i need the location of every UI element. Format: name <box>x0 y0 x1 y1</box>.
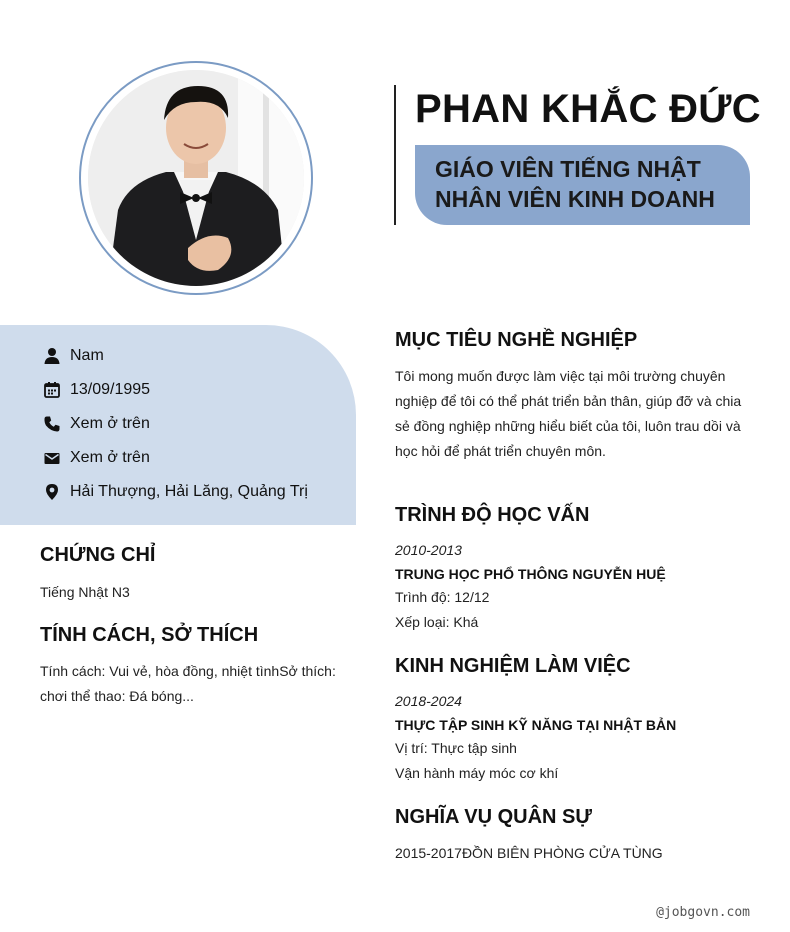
experience-task: Vận hành máy móc cơ khí <box>395 765 559 781</box>
calendar-icon <box>43 381 61 399</box>
contact-phone: Xem ở trên <box>43 412 150 436</box>
experience-period: 2018-2024 <box>395 693 462 709</box>
certificate-item: Tiếng Nhật N3 <box>40 584 130 600</box>
job-title-line-1: GIÁO VIÊN TIẾNG NHẬT <box>435 156 701 182</box>
objective-line-2: nghiệp để tôi có thể phát triển bản thân, giúp đỡ và chia <box>395 393 742 409</box>
military-heading: NGHĨA VỤ QUÂN SỰ <box>395 806 592 828</box>
education-level: Trình độ: 12/12 <box>395 589 490 605</box>
education-period: 2010-2013 <box>395 542 462 558</box>
phone-icon <box>43 415 61 433</box>
objective-line-3: sẻ đồng nghiệp những hiểu biết của tôi, luôn trau dồi và <box>395 418 741 434</box>
objective-line-1: Tôi mong muốn được làm việc tại môi trường chuyên <box>395 368 726 384</box>
certificates-heading: CHỨNG CHỈ <box>40 544 156 566</box>
avatar <box>88 70 304 286</box>
contact-gender: Nam <box>43 344 104 368</box>
header-divider <box>394 85 396 225</box>
job-title-box <box>415 145 750 225</box>
experience-heading: KINH NGHIỆM LÀM VIỆC <box>395 655 631 677</box>
job-title-line-2: NHÂN VIÊN KINH DOANH <box>435 186 715 212</box>
envelope-icon <box>43 449 61 467</box>
person-icon <box>43 347 61 365</box>
candidate-name: PHAN KHẮC ĐỨC <box>415 87 761 131</box>
personality-line-2: chơi thể thao: Đá bóng... <box>40 688 194 704</box>
personality-heading: TÍNH CÁCH, SỞ THÍCH <box>40 624 259 646</box>
contact-birthday: 13/09/1995 <box>43 378 150 402</box>
military-detail: 2015-2017ĐỒN BIÊN PHÒNG CỬA TÙNG <box>395 845 663 861</box>
location-pin-icon <box>43 483 61 501</box>
watermark-footer: @jobgovn.com <box>656 905 750 920</box>
contact-email: Xem ở trên <box>43 446 150 470</box>
education-heading: TRÌNH ĐỘ HỌC VẤN <box>395 504 590 526</box>
objective-line-4: học hỏi để phát triển chuyên môn. <box>395 443 606 459</box>
contact-address: Hải Thượng, Hải Lăng, Quảng Trị <box>43 480 308 504</box>
experience-company: THỰC TẬP SINH KỸ NĂNG TẠI NHẬT BẢN <box>395 717 677 733</box>
education-rank: Xếp loại: Khá <box>395 614 479 630</box>
education-school: TRUNG HỌC PHỔ THÔNG NGUYỄN HUỆ <box>395 566 666 582</box>
experience-position: Vị trí: Thực tập sinh <box>395 740 517 756</box>
personality-line-1: Tính cách: Vui vẻ, hòa đồng, nhiệt tìnhSở thích: <box>40 663 336 679</box>
objective-heading: MỤC TIÊU NGHỀ NGHIỆP <box>395 329 638 351</box>
